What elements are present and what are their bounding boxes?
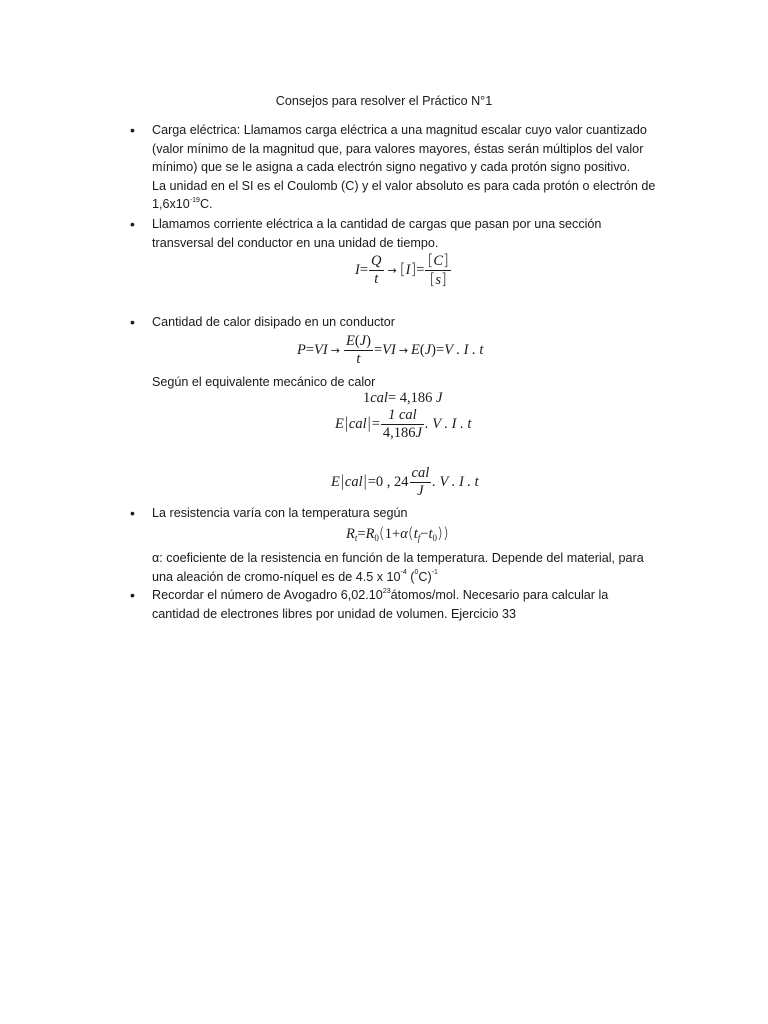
item-line: transversal del conductor en una unidad de tiempo.: [152, 235, 439, 250]
formula-power: P=VI → $\frac{E(J)}{t}$ =VI → E(J)=V . I . t: [297, 333, 484, 367]
item-line: La resistencia varía con la temperatura según: [152, 506, 408, 520]
item-line: Cantidad de calor disipado en un conductor: [152, 315, 395, 329]
bullet-item-avogadro: • Recordar el número de Avogadro 6,02.10$^{23}$átomos/mol. Necesario para calcular la cantidad de electrones libres por unidad de volumen. Ejercicio 33: [152, 586, 672, 623]
bullet-item-calor: [130, 313, 672, 332]
formula-energy-cal-2: E|cal|=0 , 24 $\frac{\text{cal}}{J}$ . V . I . t: [331, 465, 479, 499]
bullet-item-carga: [130, 121, 672, 214]
bullet-marker: •: [130, 216, 135, 232]
text-alpha-definition: α: coeficiente de la resistencia en función de la temperatura. Depende del material, para una aleación de cromo-níquel es de 4.5 x $10^{-4}$ $(^0C)^{-1}$: [152, 551, 644, 584]
item-line: cantidad de electrones libres por unidad de volumen. Ejercicio 33: [152, 606, 517, 621]
bullet-marker: •: [130, 505, 135, 521]
bullet-item-resistencia: [130, 504, 672, 523]
bullet-marker: •: [130, 122, 135, 138]
bullet-marker: •: [130, 314, 135, 330]
formula-resistance: $R_t=R_0(1+\alpha(t_f-t_0))$: [346, 524, 449, 543]
item-line: Carga eléctrica: Llamamos carga eléctrica a una magnitud escalar cuyo valor cuantizado: [152, 123, 647, 137]
item-line: mínimo) que se le asigna a cada electrón signo negativo y cada protón signo positivo.: [152, 160, 631, 174]
item-line: La unidad en el SI es el Coulomb (C) y el valor absoluto es para cada protón o electrón de: [152, 178, 656, 193]
formula-energy-cal-1: E|cal|= $\frac{\text{1 cal}}{4,186J}$ . V . I . t: [335, 407, 472, 441]
text-equivalente-mecanico: Según el equivalente mecánico de calor: [152, 375, 376, 389]
formula-current: I= $\frac{Q}{t}$ → [I]= $\frac{[C]}{[s]}$: [355, 251, 449, 288]
page-title: Consejos para resolver el Práctico N°1: [275, 94, 493, 108]
item-line: (valor mínimo de la magnitud que, para valores mayores, éstas serán múltiplos del valor: [152, 141, 644, 156]
formula-cal-equivalence: 1cal= 4,186 J: [363, 390, 443, 406]
charge-value: $1,6x10^{-19}C$.: [152, 196, 213, 211]
bullet-marker: •: [130, 587, 135, 603]
bullet-item-corriente: [130, 215, 672, 252]
item-line: Llamamos corriente eléctrica a la cantidad de cargas que pasan por una sección: [152, 217, 602, 231]
